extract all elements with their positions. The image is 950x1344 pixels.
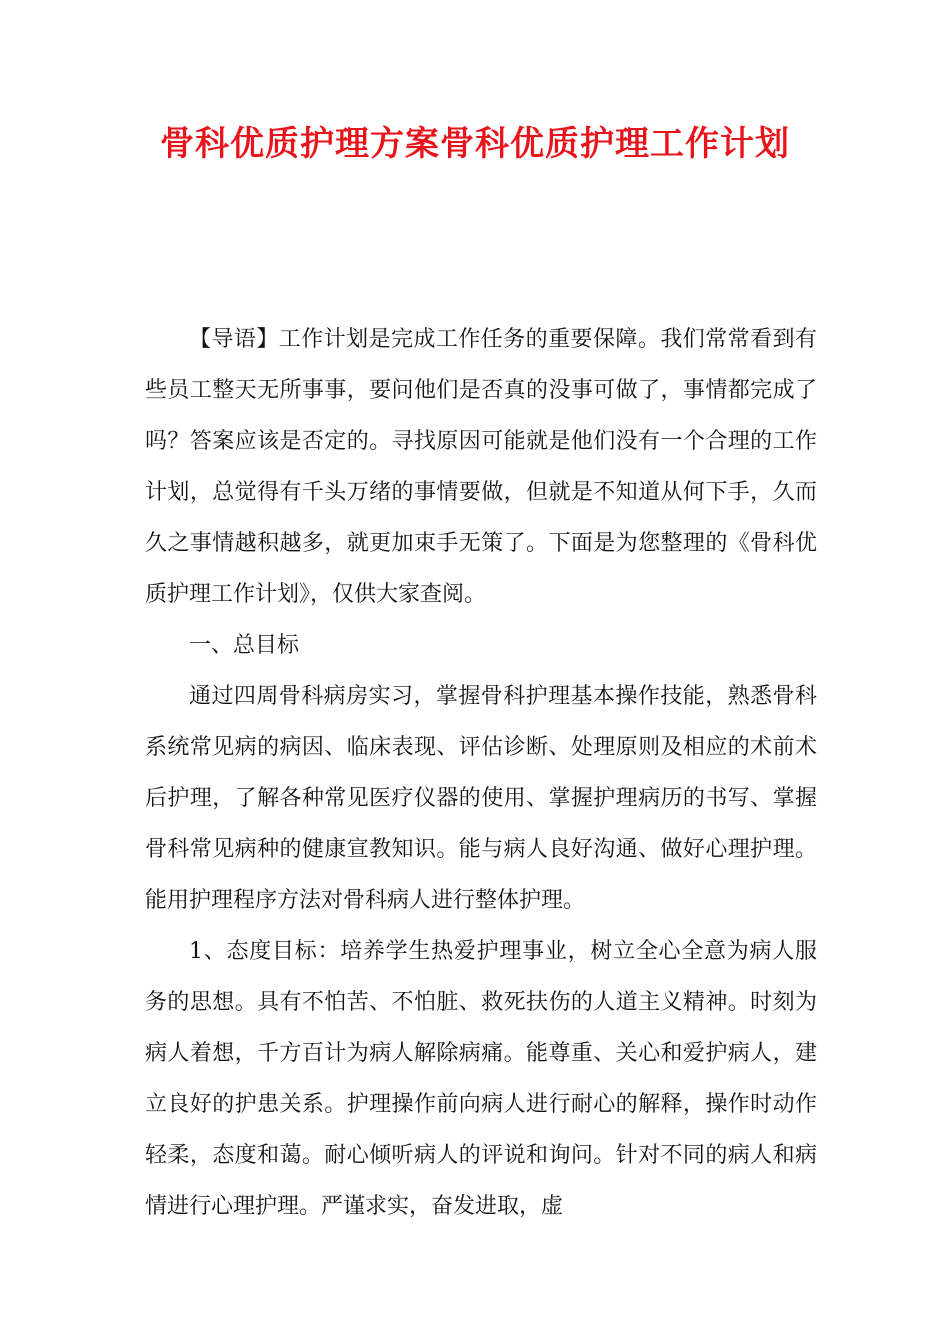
attitude-goal-paragraph: 1、态度目标：培养学生热爱护理事业，树立全心全意为病人服务的思想。具有不怕苦、不怕脏、救死扶伤的人道主义精神。时刻为病人着想，千方百计为病人解除病痛。能尊重、关心和爱护病人，建立良好的护患关系。护理操作前向病人进行耐心的解释，操作时动作轻柔，态度和蔼。耐心倾听病人的评说和询问。针对不同的病人和病情进行心理护理。严谨求实，奋发进取，虚	[145, 939, 817, 1219]
document-body	[145, 314, 817, 1232]
overall-goal-paragraph: 通过四周骨科病房实习，掌握骨科护理基本操作技能，熟悉骨科系统常见病的病因、临床表现、评估诊断、处理原则及相应的术前术后护理，了解各种常见医疗仪器的使用、掌握护理病历的书写、掌握骨科常见病种的健康宣教知识。能与病人良好沟通、做好心理护理。能用护理程序方法对骨科病人进行整体护理。	[145, 684, 817, 913]
document-title: 骨科优质护理方案骨科优质护理工作计划	[160, 124, 790, 164]
section-heading-overall-goal: 一、总目标	[189, 633, 300, 658]
intro-paragraph: 【导语】工作计划是完成工作任务的重要保障。我们常常看到有些员工整天无所事事，要问他们是否真的没事可做了，事情都完成了吗？答案应该是否定的。寻找原因可能就是他们没有一个合理的工作计划，总觉得有千头万绪的事情要做，但就是不知道从何下手，久而久之事情越积越多，就更加束手无策了。下面是为您整理的《骨科优质护理工作计划》，仅供大家查阅。	[145, 327, 817, 607]
